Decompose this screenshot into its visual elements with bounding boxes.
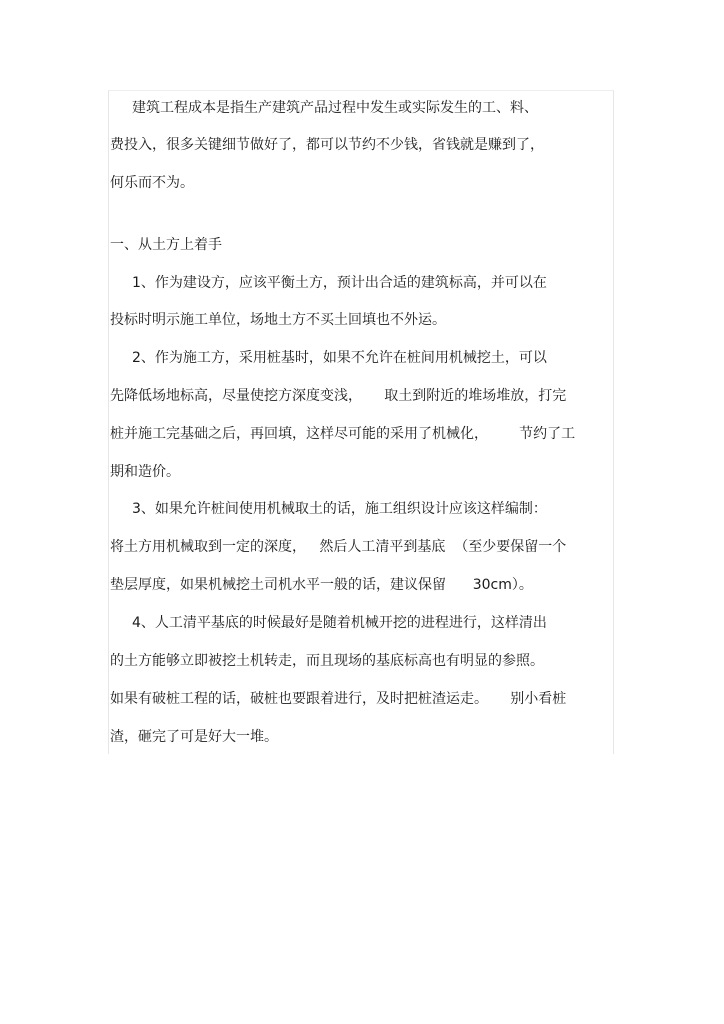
item-2-line-2: 先降低场地标高，尽量使挖方深度变浅， 取土到附近的堆场堆放，打完 bbox=[110, 388, 567, 404]
intro-line-1: 建筑工程成本是指生产建筑产品过程中发生或实际发生的工、料、 bbox=[132, 100, 538, 116]
item-1-line-2: 投标时明示施工单位，场地土方不买土回填也不外运。 bbox=[110, 312, 446, 328]
section-heading: 一、从土方上着手 bbox=[110, 237, 222, 253]
item-4-line-2: 的土方能够立即被挖土机转走，而且现场的基底标高也有明显的参照。 bbox=[110, 653, 544, 669]
item-3-line-3: 垫层厚度，如果机械挖土司机水平一般的话，建议保留 30cm）。 bbox=[110, 577, 533, 593]
item-2-line-4: 期和造价。 bbox=[110, 464, 180, 480]
item-4-line-1: 4、人工清平基底的时候最好是随着机械开挖的进程进行，这样清出 bbox=[132, 615, 547, 631]
item-4-line-3: 如果有破桩工程的话，破桩也要跟着进行，及时把桩渣运走。 别小看桩 bbox=[110, 691, 567, 707]
item-3-line-2: 将土方用机械取到一定的深度， 然后人工清平到基底 （至少要保留一个 bbox=[110, 539, 567, 555]
item-4-line-4: 渣，砸完了可是好大一堆。 bbox=[110, 729, 278, 745]
intro-line-2: 费投入，很多关键细节做好了，都可以节约不少钱，省钱就是赚到了， bbox=[110, 137, 544, 153]
item-1-line-1: 1、作为建设方，应该平衡土方，预计出合适的建筑标高，并可以在 bbox=[132, 275, 547, 291]
intro-line-3: 何乐而不为。 bbox=[110, 175, 194, 191]
item-3-line-1: 3、如果允许桩间使用机械取土的话，施工组织设计应该这样编制： bbox=[132, 501, 547, 517]
item-2-line-1: 2、作为施工方，采用桩基时，如果不允许在桩间用机械挖土，可以 bbox=[132, 350, 547, 366]
item-2-line-3: 桩并施工完基础之后，再回填，这样尽可能的采用了机械化， 节约了工 bbox=[110, 426, 576, 442]
